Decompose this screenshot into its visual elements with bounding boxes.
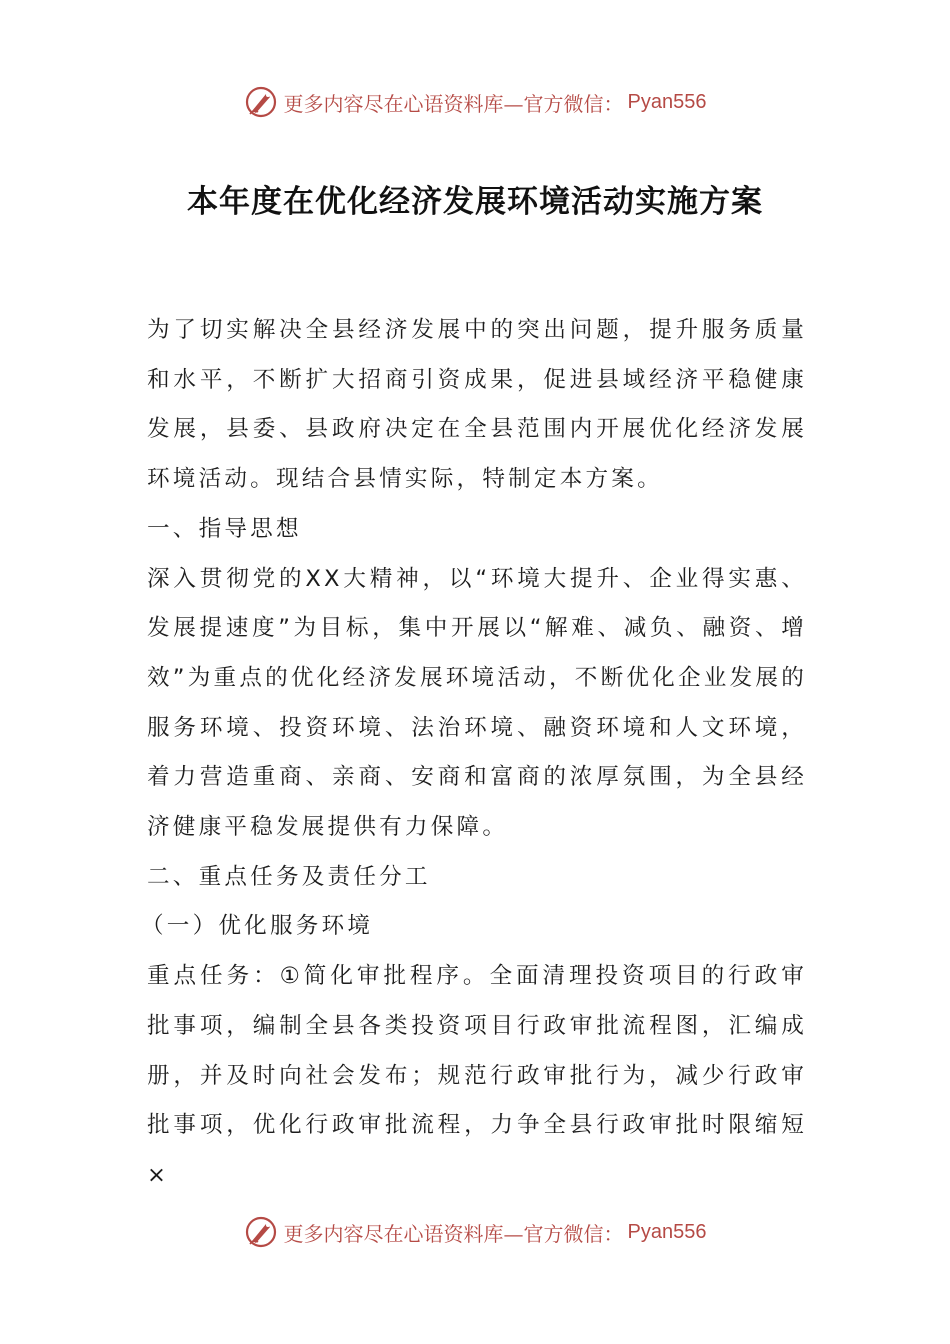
footer-watermark-banner: [0, 1210, 950, 1254]
section-heading-guiding-ideology: 一、指导思想: [147, 515, 302, 542]
key-tasks-paragraph: 重点任务：①简化审批程序。全面清理投资项目的行政审批事项，编制全县各类投资项目行政审批流程图，汇编成册，并及时向社会发布；规范行政审批行为，减少行政审批事项，优化行政审批流程，力争全县行政审批时限缩短×: [147, 963, 807, 1188]
banner-wechat-handle: Pyan556: [627, 90, 707, 113]
banner-wechat-handle: Pyan556: [627, 1220, 707, 1243]
intro-paragraph: 为了切实解决全县经济发展中的突出问题，提升服务质量和水平，不断扩大招商引资成果，促进县域经济平稳健康发展，县委、县政府决定在全县范围内开展优化经济发展环境活动。现结合县情实际，特制定本方案。: [147, 317, 807, 493]
pen-circle-logo-icon: [244, 1215, 278, 1249]
document-body: [141, 306, 807, 1201]
banner-text: 更多内容尽在心语资料库—官方微信：: [283, 1221, 624, 1246]
guiding-ideology-paragraph: 深入贯彻党的XX大精神，以“环境大提升、企业得实惠、发展提速度”为目标，集中开展以“解难、减负、融资、增效”为重点的优化经济发展环境活动，不断优化企业发展的服务环境、投资环境、法治环境、融资环境和人文环境，着力营造重商、亲商、安商和富商的浓厚氛围，为全县经济健康平稳发展提供有力保障。: [147, 565, 807, 841]
header-watermark-banner: [0, 80, 950, 124]
banner-text: 更多内容尽在心语资料库—官方微信：: [283, 91, 624, 116]
subsection-heading-service-environment: （一）优化服务环境: [141, 913, 374, 940]
section-heading-key-tasks: 二、重点任务及责任分工: [147, 863, 431, 890]
pen-circle-logo-icon: [244, 85, 278, 119]
document-title: 本年度在优化经济发展环境活动实施方案: [187, 184, 763, 220]
